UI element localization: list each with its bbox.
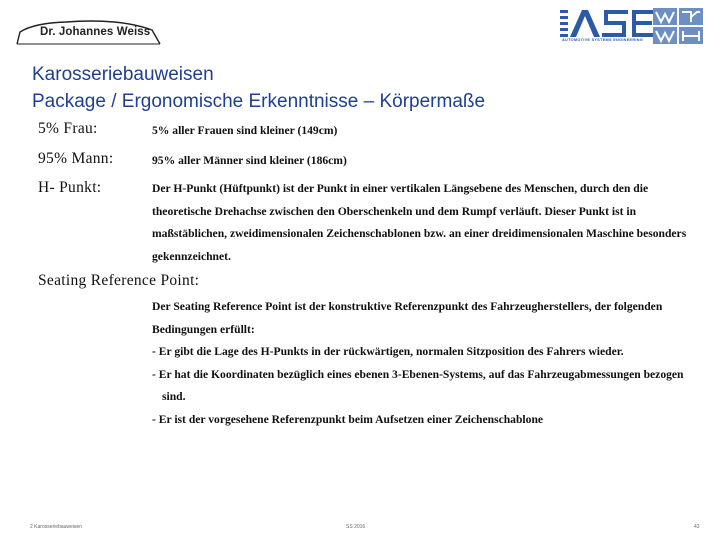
term-label-hpunkt: H- Punkt: (38, 179, 102, 196)
srp-bullet: - Er ist der vorgesehene Referenzpunkt beim Aufsetzen einer Zeichenschablone (152, 412, 544, 426)
srp-bullet: - Er hat die Koordinaten bezüglich eines ebenen 3-Ebenen-Systems, auf das Fahrzeugabmessungen bezogen sind. (152, 367, 684, 403)
term-text-frau: 5% aller Frauen sind kleiner (149cm) (152, 124, 338, 137)
header-logo-weiss (14, 14, 164, 48)
page-title: Karosseriebauweisen (32, 64, 214, 85)
ase-tagline: AUTOMOTIVE SYSTEMS ENGINEERING (562, 38, 644, 42)
header-logo-ase (560, 4, 710, 44)
term-label-mann: 95% Mann: (38, 150, 114, 167)
ase-grid-icon (653, 8, 703, 44)
term-label-srp: Seating Reference Point: (38, 272, 200, 289)
page-number: 43 (694, 524, 700, 530)
srp-description (152, 296, 692, 431)
header-logo-text: Dr. Johannes Weiss (40, 26, 151, 38)
page-subtitle: Package / Ergonomische Erkenntnisse – Körpermaße (32, 91, 486, 112)
footer-section: 2 Karosseriebauweisen (30, 524, 82, 530)
term-label-frau: 5% Frau: (38, 120, 98, 137)
term-text-mann: 95% aller Männer sind kleiner (186cm) (152, 154, 347, 167)
term-text-hpunkt: Der H-Punkt (Hüftpunkt) ist der Punkt in einer vertikalen Längsebene des Menschen, durch den die theoretische Drehachse zwischen den Oberschenkeln und dem Rumpf verläuft. Dieser Punkt ist in maßstäblichen, zweidimensionalen Zeichenschablonen bzw. an einer dreidimensionalen Maschine besonders gekennzeichnet. (152, 182, 687, 263)
ase-logo-icon (560, 8, 655, 38)
srp-bullet: - Er gibt die Lage des H-Punkts in der rückwärtigen, normalen Sitzposition des Fahrers wieder. (152, 345, 624, 358)
srp-intro: Der Seating Reference Point ist der konstruktive Referenzpunkt des Fahrzeugherstellers, der folgenden Bedingungen erfüllt: (152, 300, 663, 336)
footer-term: SS 2016 (346, 524, 366, 530)
